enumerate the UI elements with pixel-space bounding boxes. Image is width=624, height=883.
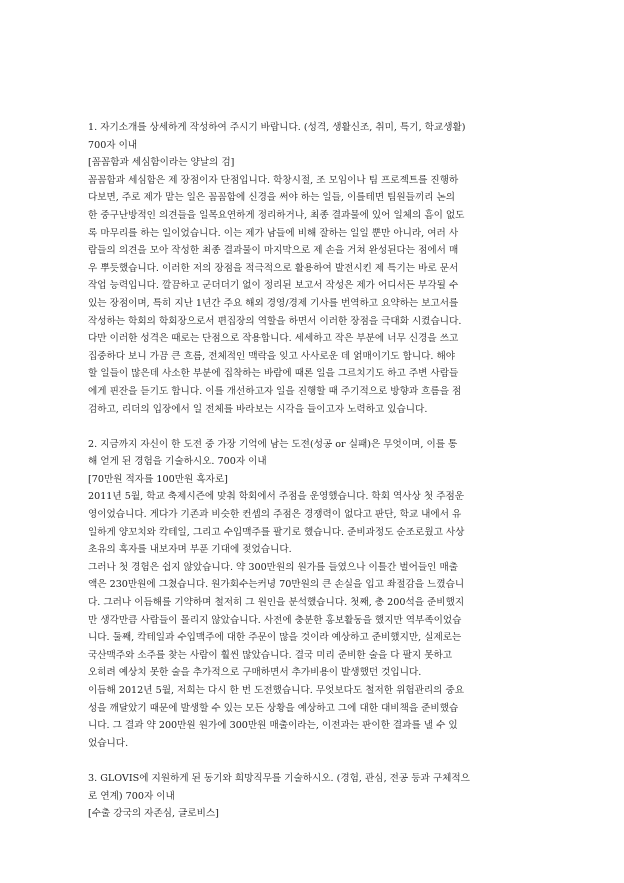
section-spacer <box>88 752 543 770</box>
answer-1-line: 한 중구난방적인 의견들을 일목요연하게 정리하거나, 최종 결과물에 있어 일체의 흠이 없도 <box>88 209 465 221</box>
answer-1-title: [꼼꼼함과 세심함이라는 양날의 검] <box>88 157 235 169</box>
answer-2-line: 초유의 흑자를 내보자며 부푼 기대에 젖었습니다. <box>88 544 292 556</box>
answer-2-line: 성을 깨달았기 때문에 발생할 수 있는 모든 상황을 예상하고 그에 대한 대비책을 준비했습 <box>88 702 459 714</box>
answer-1-line: 집중하다 보니 가끔 큰 흐름, 전체적인 맥락을 잊고 사사로운 데 얽매이기도 합니다. 해야 <box>88 350 456 362</box>
answer-2-line: 국산맥주와 소주를 찾는 사람이 훨씬 많았습니다. 결국 미리 준비한 술을 다 팔지 못하고 <box>88 649 453 661</box>
answer-1-line: 있는 장점이며, 특히 지난 1년간 주요 해외 경영/경제 기사를 번역하고 요약하는 보고서를 <box>88 297 459 309</box>
section-spacer <box>88 418 543 436</box>
question-2-line: 해 얻게 된 경험을 기술하시오. 700자 이내 <box>88 456 267 468</box>
answer-2-line: 2011년 5월, 학교 축제시즌에 맞춰 학회에서 주점을 운영했습니다. 학회 역사상 첫 주점운 <box>88 491 464 503</box>
document-page <box>88 119 543 823</box>
answer-1-line: 작성하는 학회의 학회장으로서 편집장의 역할을 하면서 이러한 장점을 극대화 시켰습니다. <box>88 315 462 327</box>
answer-1-line: 작업 능력입니다. 깔끔하고 군더더기 없이 정리된 보고서 작성은 제가 어디서든 부각될 수 <box>88 280 459 292</box>
answer-2-line: 만 생각만큼 사람들이 몰리지 않았습니다. 사전에 충분한 홍보활동을 했지만 역부족이었습 <box>88 614 462 626</box>
answer-1-line: 할 일들이 많은데 사소한 부분에 집착하는 바람에 때론 일을 그르치기도 하고 주변 사람들 <box>88 368 459 380</box>
question-3-line: 3. GLOVIS에 지원하게 된 동기와 희망직무를 기술하시오. (경험, 관심, 전공 등과 구체적으 <box>88 772 470 784</box>
answer-3-title: [수출 강국의 자존심, 글로비스] <box>88 808 219 820</box>
answer-2-line: 니다. 둘째, 칵테일과 수입맥주에 대한 주문이 많을 것이라 예상하고 준비했지만, 실제로는 <box>88 632 462 644</box>
question-1: 1. 자기소개를 상세하게 작성하여 주시기 바랍니다. (성격, 생활신조, 취미, 특기, 학교생활) <box>88 122 466 133</box>
answer-2-line: 그러나 첫 경험은 쉽지 않았습니다. 약 300만원의 원가를 들였으나 이틀간 벌어들인 매출 <box>88 561 459 573</box>
answer-1-line: 에게 핀잔을 듣기도 합니다. 이를 개선하고자 일을 진행할 때 주기적으로 방향과 흐름을 점 <box>88 385 462 397</box>
answer-1-line: 람들의 의견을 모아 작성한 최종 결과물이 마지막으로 제 손을 거쳐 완성된다는 점에서 매 <box>88 245 459 257</box>
question-3-line: 로 연계) 700자 이내 <box>88 790 175 802</box>
answer-2-line: 영이었습니다. 게다가 기존과 비슷한 컨셉의 주점은 경쟁력이 없다고 판단, 학교 내에서 유 <box>88 509 462 521</box>
answer-2-line: 이듬해 2012년 5월, 저희는 다시 한 번 도전했습니다. 무엇보다도 철저한 위험관리의 중요 <box>88 685 464 696</box>
answer-2-line: 액은 230만원에 그쳤습니다. 원가회수는커녕 70만원의 큰 손실을 입고 좌절감을 느꼈습니 <box>88 579 465 591</box>
answer-1-line: 우 뿌듯했습니다. 이러한 저의 장점을 적극적으로 활용하여 발전시킨 제 특기는 바로 문서 <box>88 262 459 274</box>
answer-2-line: 다. 그러나 이듬해를 기약하며 철저히 그 원인을 분석했습니다. 첫째, 총 200석을 준비했지 <box>88 597 465 609</box>
answer-2-line: 오히려 예상치 못한 술을 추가적으로 구매하면서 추가비용이 발생했던 것입니다. <box>88 667 422 679</box>
question-2-line: 2. 지금까지 자신이 한 도전 중 가장 기억에 남는 도전(성공 or 실패)은 무엇이며, 이를 통 <box>88 438 458 450</box>
answer-2-line: 었습니다. <box>88 737 129 749</box>
answer-1-line: 꼼꼼함과 세심함은 제 장점이자 단점입니다. 학창시절, 조 모임이나 팀 프로젝트를 진행하 <box>88 174 459 186</box>
answer-2-title: [70만원 적자를 100만원 흑자로] <box>88 473 228 485</box>
answer-1-line: 다보면, 주로 제가 맡는 일은 꼼꼼함에 신경을 써야 하는 일들, 이를테면 팀원들끼리 논의 <box>88 192 456 204</box>
answer-2-line: 일하게 양꼬치와 칵테일, 그리고 수입맥주를 팔기로 했습니다. 준비과정도 순조로웠고 사상 <box>88 526 465 538</box>
answer-1-line: 록 마무리를 하는 일이었습니다. 이는 제가 남들에 비해 잘하는 일일 뿐만 아니라, 여러 사 <box>88 227 459 239</box>
answer-2-line: 니다. 그 결과 약 200만원 원가에 300만원 매출이라는, 이전과는 판이한 결과를 낼 수 있 <box>88 720 458 732</box>
question-1-limit: 700자 이내 <box>88 139 138 151</box>
answer-1-line: 다만 이러한 성격은 때로는 단점으로 작용합니다. 세세하고 작은 부분에 너무 신경을 쓰고 <box>88 333 459 345</box>
answer-1-line: 검하고, 리더의 입장에서 일 전체를 바라보는 시각을 들이고자 노력하고 있습니다. <box>88 403 428 415</box>
